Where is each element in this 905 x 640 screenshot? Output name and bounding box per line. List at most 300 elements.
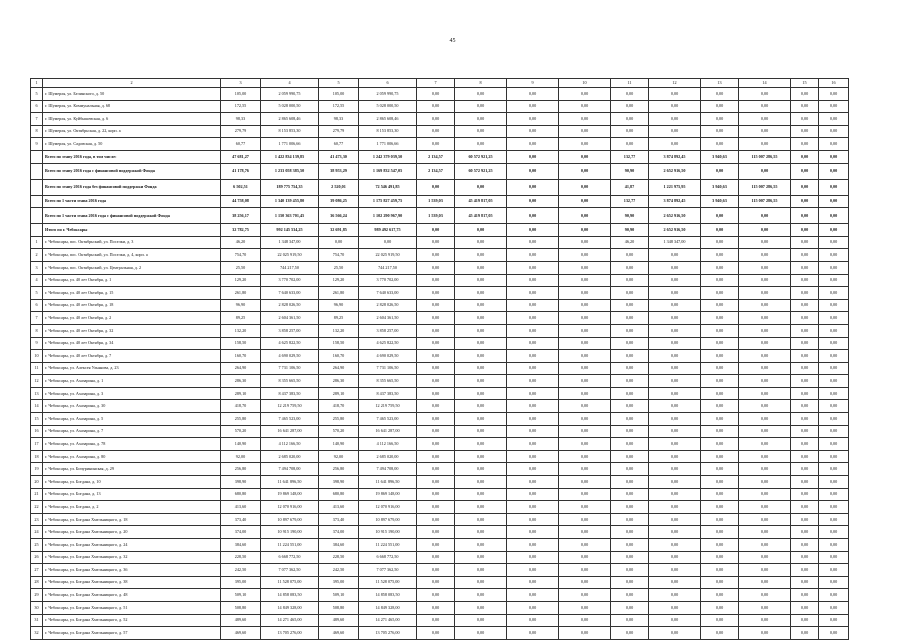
address-cell: г. Чебоксары, ул. 40 лет Октября, д. 32	[43, 324, 221, 337]
value-cell: 0,00	[559, 564, 611, 577]
value-cell: 0,00	[791, 337, 819, 350]
value-cell: 1 422 834 139,85	[261, 150, 319, 163]
value-cell: 469,60	[221, 627, 261, 640]
value-cell: 0,00	[611, 100, 649, 113]
value-cell: 0,00	[649, 400, 701, 413]
value-cell: 0,00	[559, 601, 611, 614]
value-cell: 0,00	[739, 362, 791, 375]
value-cell: 0,00	[507, 387, 559, 400]
value-cell: 0,00	[559, 627, 611, 640]
value-cell: 160,70	[221, 350, 261, 363]
value-cell: 0,00	[739, 564, 791, 577]
row-number-cell: 9	[31, 138, 43, 151]
row-number-cell: 31	[31, 614, 43, 627]
row-number-cell	[31, 208, 43, 224]
value-cell: 0,00	[819, 163, 849, 179]
value-cell: 0,00	[701, 350, 739, 363]
row-number-cell: 12	[31, 375, 43, 388]
value-cell: 0,00	[417, 476, 455, 489]
value-cell: 132,20	[221, 324, 261, 337]
value-cell: 255,80	[221, 413, 261, 426]
summary-row	[31, 150, 849, 163]
value-cell: 105,00	[221, 88, 261, 101]
value-cell: 0,00	[507, 350, 559, 363]
value-cell: 0,00	[455, 488, 507, 501]
value-cell: 0,00	[649, 501, 701, 514]
value-cell: 0,00	[819, 614, 849, 627]
value-cell: 0,00	[507, 362, 559, 375]
value-cell: 0,00	[739, 138, 791, 151]
value-cell: 0,00	[507, 150, 559, 163]
value-cell: 0,00	[559, 350, 611, 363]
value-cell: 0,00	[701, 100, 739, 113]
value-cell: 0,00	[507, 438, 559, 451]
value-cell: 0,00	[791, 601, 819, 614]
value-cell: 0,00	[455, 224, 507, 237]
value-cell: 754,70	[221, 249, 261, 262]
value-cell: 0,00	[611, 312, 649, 325]
value-cell: 140,90	[221, 438, 261, 451]
value-cell: 0,00	[649, 425, 701, 438]
value-cell: 395,00	[221, 576, 261, 589]
value-cell: 0,00	[559, 138, 611, 151]
value-cell: 0,00	[359, 236, 417, 249]
value-cell: 25,50	[221, 261, 261, 274]
value-cell: 0,00	[791, 501, 819, 514]
value-cell: 11 224 551,00	[261, 539, 319, 552]
value-cell: 0,00	[819, 208, 849, 224]
value-cell: 0,00	[417, 375, 455, 388]
value-cell: 14 849 328,00	[261, 601, 319, 614]
value-cell: 0,00	[559, 501, 611, 514]
value-cell: 228,50	[221, 551, 261, 564]
table-row	[31, 425, 849, 438]
value-cell: 0,00	[611, 400, 649, 413]
address-cell: г. Чебоксары, ул. 40 лет Октября, д. 15	[43, 287, 221, 300]
value-cell: 14 858 083,50	[261, 589, 319, 602]
value-cell: 0,00	[791, 150, 819, 163]
value-cell: 0,00	[739, 601, 791, 614]
value-cell: 0,00	[559, 576, 611, 589]
value-cell: 5 028 000,50	[261, 100, 319, 113]
value-cell: 0,00	[739, 589, 791, 602]
value-cell: 0,00	[417, 463, 455, 476]
value-cell: 0,00	[701, 463, 739, 476]
value-cell: 0,00	[319, 236, 359, 249]
value-cell: 0,00	[417, 627, 455, 640]
value-cell: 286,30	[221, 375, 261, 388]
address-cell: г. Шумерля, ул. Куйбышевская, д. 6	[43, 113, 221, 126]
value-cell: 0,00	[649, 413, 701, 426]
row-number-cell: 13	[31, 387, 43, 400]
value-cell: 0,00	[791, 208, 819, 224]
value-cell: 0,00	[791, 195, 819, 208]
value-cell: 0,00	[455, 299, 507, 312]
value-cell: 41 473,30	[319, 150, 359, 163]
value-cell: 0,00	[559, 375, 611, 388]
value-cell: 14 858 083,50	[359, 589, 417, 602]
value-cell: 2 652 916,50	[649, 163, 701, 179]
value-cell: 0,00	[417, 513, 455, 526]
value-cell: 0,00	[417, 526, 455, 539]
row-number-cell: 6	[31, 299, 43, 312]
value-cell: 242,50	[221, 564, 261, 577]
value-cell: 0,00	[507, 179, 559, 195]
value-cell: 0,00	[819, 425, 849, 438]
value-cell: 7 494 708,00	[261, 463, 319, 476]
page-number: 45	[449, 38, 456, 44]
value-cell: 0,00	[819, 125, 849, 138]
value-cell: 0,00	[819, 100, 849, 113]
value-cell: 0,00	[701, 627, 739, 640]
value-cell: 0,00	[455, 362, 507, 375]
value-cell: 11 528 075,00	[359, 576, 417, 589]
address-cell: г. Шумерля, ул. Октябрьская, д. 22, корп. а	[43, 125, 221, 138]
value-cell: 0,00	[649, 138, 701, 151]
value-cell: 0,00	[819, 324, 849, 337]
value-cell: 12 219 759,50	[359, 400, 417, 413]
value-cell: 0,00	[819, 274, 849, 287]
value-cell: 0,00	[559, 179, 611, 195]
value-cell: 0,00	[649, 438, 701, 451]
value-cell: 0,00	[819, 400, 849, 413]
value-cell: 0,00	[611, 576, 649, 589]
value-cell: 0,00	[701, 299, 739, 312]
value-cell: 0,00	[455, 287, 507, 300]
value-cell: 0,00	[739, 576, 791, 589]
value-cell: 992 145 534,25	[261, 224, 319, 237]
value-cell: 0,00	[455, 501, 507, 514]
value-cell: 0,00	[791, 387, 819, 400]
row-number-cell: 3	[31, 261, 43, 274]
address-cell: г. Шумерля, ул. Садовская, д. 50	[43, 138, 221, 151]
value-cell: 0,00	[559, 312, 611, 325]
value-cell: 0,00	[739, 113, 791, 126]
value-cell: 0,00	[649, 324, 701, 337]
value-cell: 2 865 608,46	[359, 113, 417, 126]
value-cell: 0,00	[701, 387, 739, 400]
value-cell: 0,00	[611, 450, 649, 463]
row-number-cell: 4	[31, 274, 43, 287]
value-cell: 0,00	[417, 438, 455, 451]
value-cell: 0,00	[455, 179, 507, 195]
value-cell: 0,00	[819, 513, 849, 526]
value-cell: 0,00	[819, 224, 849, 237]
value-cell: 279,79	[319, 125, 359, 138]
value-cell: 0,00	[701, 576, 739, 589]
value-cell: 0,00	[507, 526, 559, 539]
table-row	[31, 125, 849, 138]
summary-row	[31, 195, 849, 208]
value-cell: 374,00	[221, 526, 261, 539]
value-cell: 0,00	[819, 589, 849, 602]
value-cell: 0,00	[611, 350, 649, 363]
address-cell: г. Шумерля, ул. Коммунальная, д. 68	[43, 100, 221, 113]
value-cell: 46,20	[611, 236, 649, 249]
value-cell: 0,00	[507, 337, 559, 350]
value-cell: 0,00	[819, 362, 849, 375]
value-cell: 0,00	[791, 614, 819, 627]
value-cell: 10 897 679,00	[261, 513, 319, 526]
value-cell: 12 070 916,00	[359, 501, 417, 514]
row-number-cell: 1	[31, 236, 43, 249]
value-cell: 90,90	[611, 163, 649, 179]
column-number-cell: 10	[559, 79, 611, 88]
value-cell: 0,00	[819, 438, 849, 451]
value-cell: 395,00	[319, 576, 359, 589]
value-cell: 0,00	[819, 113, 849, 126]
table-row	[31, 299, 849, 312]
row-number-cell	[31, 179, 43, 195]
address-cell: г. Чебоксары, ул. 40 лет Октября, д. 1	[43, 274, 221, 287]
value-cell: 4 625 822,50	[359, 337, 417, 350]
value-cell: 0,00	[791, 539, 819, 552]
value-cell: 0,00	[611, 539, 649, 552]
value-cell: 0,00	[417, 589, 455, 602]
value-cell: 0,00	[455, 350, 507, 363]
value-cell: 7 640 633,00	[261, 287, 319, 300]
row-number-cell: 8	[31, 324, 43, 337]
value-cell: 398,90	[221, 476, 261, 489]
value-cell: 261,80	[221, 287, 261, 300]
value-cell: 14 271 465,00	[359, 614, 417, 627]
address-cell: г. Шумерля, ул. Белинского, д. 50	[43, 88, 221, 101]
value-cell: 0,00	[701, 274, 739, 287]
value-cell: 0,00	[417, 450, 455, 463]
value-cell: 0,00	[611, 601, 649, 614]
table-row	[31, 501, 849, 514]
value-cell: 0,00	[791, 312, 819, 325]
value-cell: 0,00	[701, 261, 739, 274]
value-cell: 3 858 257,00	[261, 324, 319, 337]
value-cell: 0,00	[611, 589, 649, 602]
value-cell: 8 355 665,50	[359, 375, 417, 388]
value-cell: 0,00	[611, 125, 649, 138]
value-cell: 0,00	[611, 274, 649, 287]
value-cell: 0,00	[649, 387, 701, 400]
summary-row	[31, 179, 849, 195]
value-cell: 0,00	[417, 274, 455, 287]
value-cell: 469,60	[319, 627, 359, 640]
value-cell: 0,00	[791, 526, 819, 539]
value-cell: 0,00	[791, 100, 819, 113]
address-cell: г. Чебоксары, ул. Богдана, д. 13	[43, 488, 221, 501]
value-cell: 0,00	[819, 627, 849, 640]
column-number-cell: 12	[649, 79, 701, 88]
row-number-cell: 5	[31, 287, 43, 300]
value-cell: 0,00	[649, 375, 701, 388]
table-row	[31, 312, 849, 325]
value-cell: 0,00	[559, 100, 611, 113]
value-cell: 129,20	[319, 274, 359, 287]
value-cell: 0,00	[819, 564, 849, 577]
table-row	[31, 375, 849, 388]
value-cell: 0,00	[417, 539, 455, 552]
value-cell: 0,00	[455, 236, 507, 249]
value-cell: 0,00	[507, 614, 559, 627]
row-number-cell: 5	[31, 88, 43, 101]
value-cell: 0,00	[417, 179, 455, 195]
row-number-cell: 24	[31, 526, 43, 539]
value-cell: 286,30	[319, 375, 359, 388]
value-cell: 1 340 139 455,80	[261, 195, 319, 208]
address-cell: г. Чебоксары, ул. Богдана Хмельницкого, д. 18	[43, 513, 221, 526]
value-cell: 0,00	[701, 476, 739, 489]
row-number-cell: 22	[31, 501, 43, 514]
value-cell: 0,00	[819, 287, 849, 300]
value-cell: 0,00	[819, 312, 849, 325]
value-cell: 0,00	[611, 324, 649, 337]
value-cell: 0,00	[791, 438, 819, 451]
value-cell: 22 025 919,50	[359, 249, 417, 262]
value-cell: 0,00	[819, 150, 849, 163]
value-cell: 0,00	[649, 488, 701, 501]
value-cell: 92,00	[221, 450, 261, 463]
table-row	[31, 526, 849, 539]
value-cell: 0,00	[791, 476, 819, 489]
value-cell: 0,00	[455, 375, 507, 388]
table-row	[31, 601, 849, 614]
address-cell: г. Чебоксары, ул. Богдана, д. 10	[43, 476, 221, 489]
column-number-row	[31, 79, 849, 88]
value-cell: 0,00	[739, 163, 791, 179]
value-cell: 0,00	[791, 274, 819, 287]
value-cell: 0,00	[791, 88, 819, 101]
value-cell: 0,00	[455, 539, 507, 552]
value-cell: 0,00	[819, 299, 849, 312]
value-cell: 0,00	[417, 312, 455, 325]
value-cell: 0,00	[417, 125, 455, 138]
value-cell: 90,90	[611, 208, 649, 224]
value-cell: 0,00	[559, 113, 611, 126]
value-cell: 7 077 362,50	[359, 564, 417, 577]
value-cell: 1 771 006,66	[359, 138, 417, 151]
value-cell: 0,00	[791, 113, 819, 126]
housing-repair-table	[30, 78, 849, 640]
value-cell: 0,00	[819, 375, 849, 388]
value-cell: 570,20	[319, 425, 359, 438]
value-cell: 0,00	[701, 88, 739, 101]
column-number-cell: 9	[507, 79, 559, 88]
address-cell: г. Чебоксары, ул. Богдана Хмельницкого, д. 24	[43, 539, 221, 552]
address-cell: г. Чебоксары, ул. Богдана, д. 2	[43, 501, 221, 514]
value-cell: 39 086,25	[319, 195, 359, 208]
value-cell: 0,00	[455, 274, 507, 287]
value-cell: 0,00	[611, 88, 649, 101]
value-cell: 2 059 990,75	[261, 88, 319, 101]
value-cell: 0,00	[611, 463, 649, 476]
value-cell: 0,00	[507, 476, 559, 489]
value-cell: 6 502,51	[221, 179, 261, 195]
value-cell: 8 355 665,50	[261, 375, 319, 388]
value-cell: 0,00	[701, 163, 739, 179]
value-cell: 0,00	[507, 88, 559, 101]
value-cell: 89,25	[319, 312, 359, 325]
value-cell: 289,10	[221, 387, 261, 400]
value-cell: 0,00	[819, 539, 849, 552]
value-cell: 0,00	[559, 324, 611, 337]
value-cell: 0,00	[507, 113, 559, 126]
value-cell: 7 731 106,50	[359, 362, 417, 375]
value-cell: 60,77	[221, 138, 261, 151]
row-number-cell: 11	[31, 362, 43, 375]
value-cell: 115 007 286,55	[739, 179, 791, 195]
value-cell: 0,00	[611, 564, 649, 577]
value-cell: 0,00	[649, 312, 701, 325]
value-cell: 0,00	[417, 350, 455, 363]
table-row	[31, 337, 849, 350]
value-cell: 0,00	[417, 501, 455, 514]
value-cell: 0,00	[455, 337, 507, 350]
value-cell: 19 869 148,00	[261, 488, 319, 501]
value-cell: 2 134,57	[417, 163, 455, 179]
value-cell: 8 153 853,30	[261, 125, 319, 138]
value-cell: 0,00	[455, 614, 507, 627]
value-cell: 7 494 708,00	[359, 463, 417, 476]
value-cell: 0,00	[507, 601, 559, 614]
value-cell: 89,25	[221, 312, 261, 325]
value-cell: 3 770 702,00	[261, 274, 319, 287]
value-cell: 41 178,76	[221, 163, 261, 179]
column-number-cell: 1	[31, 79, 43, 88]
value-cell: 0,00	[455, 450, 507, 463]
value-cell: 0,00	[417, 249, 455, 262]
value-cell: 0,00	[739, 488, 791, 501]
address-cell: г. Чебоксары, ул. Ахазарина, д. 1	[43, 375, 221, 388]
value-cell: 19 869 148,00	[359, 488, 417, 501]
value-cell: 0,00	[649, 337, 701, 350]
value-cell: 0,00	[455, 387, 507, 400]
value-cell: 0,00	[791, 299, 819, 312]
value-cell: 7 077 362,50	[261, 564, 319, 577]
value-cell: 0,00	[739, 249, 791, 262]
table-row	[31, 113, 849, 126]
column-number-cell: 8	[455, 79, 507, 88]
value-cell: 0,00	[611, 387, 649, 400]
value-cell: 0,00	[559, 163, 611, 179]
value-cell: 0,00	[791, 125, 819, 138]
value-cell: 0,00	[559, 614, 611, 627]
value-cell: 8 437 383,50	[261, 387, 319, 400]
value-cell: 12 070 916,00	[261, 501, 319, 514]
table-row	[31, 236, 849, 249]
value-cell: 0,00	[649, 274, 701, 287]
value-cell: 0,00	[417, 138, 455, 151]
value-cell: 0,00	[701, 450, 739, 463]
value-cell: 10 915 190,00	[359, 526, 417, 539]
value-cell: 0,00	[819, 413, 849, 426]
value-cell: 0,00	[611, 337, 649, 350]
value-cell: 0,00	[739, 551, 791, 564]
value-cell: 47 681,27	[221, 150, 261, 163]
value-cell: 754,70	[319, 249, 359, 262]
address-cell: г. Чебоксары, ул. Богдана Хмельницкого, д. 57	[43, 627, 221, 640]
value-cell: 1 233 058 385,50	[261, 163, 319, 179]
value-cell: 1 348 347,00	[261, 236, 319, 249]
value-cell: 0,00	[701, 413, 739, 426]
value-cell: 0,00	[417, 287, 455, 300]
value-cell: 3 858 257,00	[359, 324, 417, 337]
column-number-cell: 11	[611, 79, 649, 88]
value-cell: 0,00	[507, 324, 559, 337]
table-row	[31, 362, 849, 375]
value-cell: 0,00	[739, 88, 791, 101]
value-cell: 0,00	[455, 138, 507, 151]
value-cell: 3 874 892,45	[649, 150, 701, 163]
value-cell: 0,00	[559, 438, 611, 451]
value-cell: 0,00	[455, 564, 507, 577]
value-cell: 0,00	[819, 463, 849, 476]
